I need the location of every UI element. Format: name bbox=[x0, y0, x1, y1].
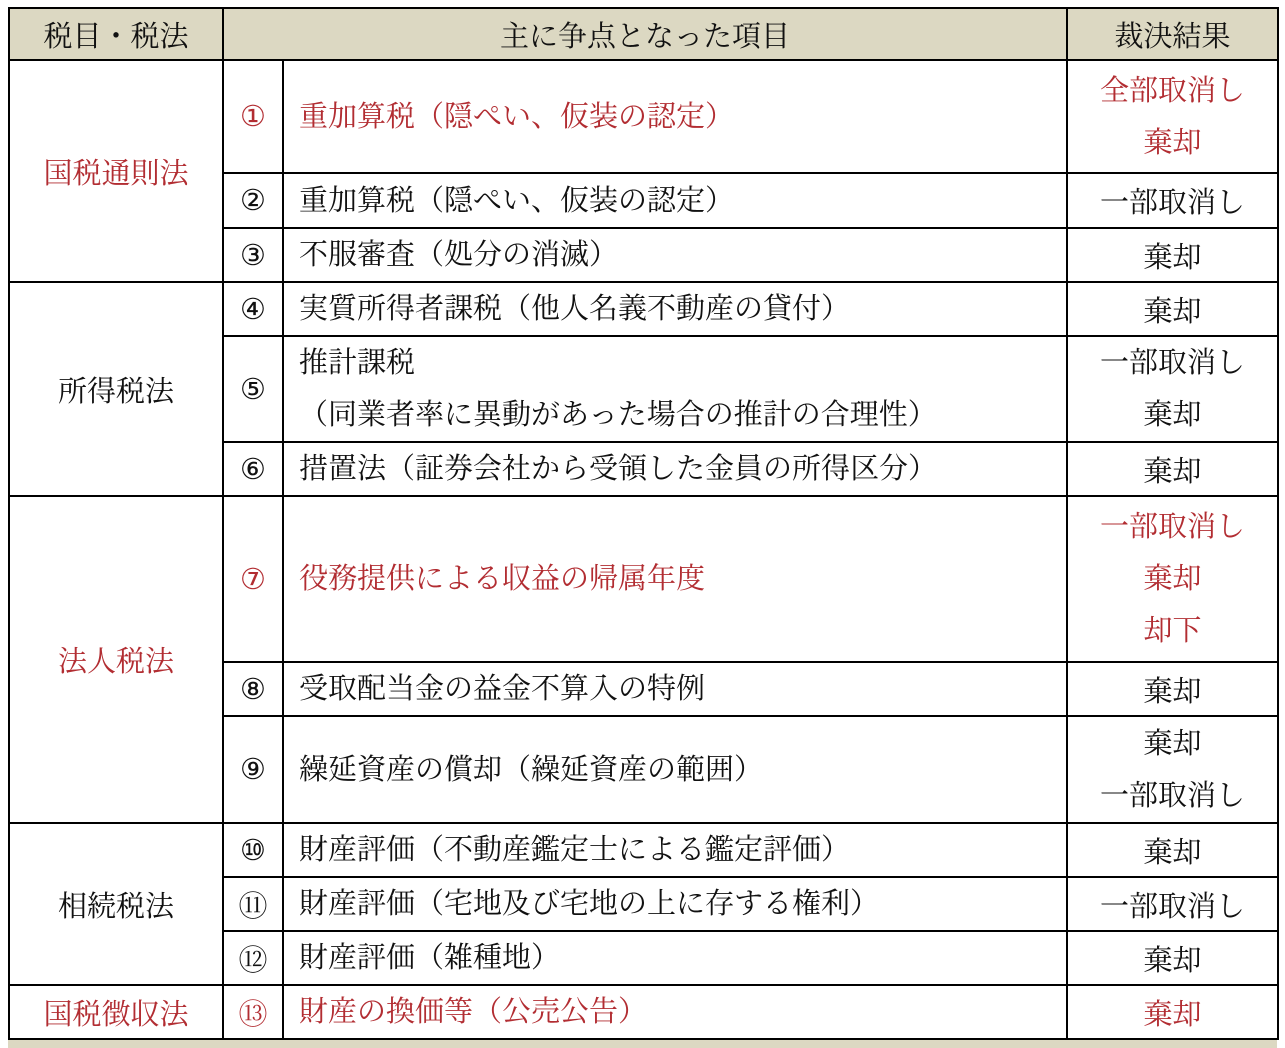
num-cell: ⑨ bbox=[223, 716, 283, 823]
num-cell: ⑪ bbox=[223, 877, 283, 931]
table-row bbox=[9, 985, 1278, 1039]
table-row bbox=[9, 823, 1278, 877]
item-line: 重加算税（隠ぺい、仮装の認定） bbox=[299, 100, 735, 133]
result-cell: 棄却 bbox=[1067, 985, 1278, 1039]
result-cell bbox=[1067, 336, 1278, 442]
law-cell: 国税徴収法 bbox=[9, 985, 223, 1039]
result-line: 棄却 bbox=[1143, 727, 1202, 760]
result-cell: 棄却 bbox=[1067, 931, 1278, 985]
result-line: 一部取消し bbox=[1100, 347, 1246, 379]
header-row bbox=[9, 8, 1278, 60]
item-cell bbox=[283, 442, 1067, 496]
result-cell: 棄却 bbox=[1067, 823, 1278, 877]
num-cell: ⑥ bbox=[223, 442, 283, 496]
result-line: 却下 bbox=[1143, 615, 1202, 647]
num-cell: ⑩ bbox=[223, 823, 283, 877]
result-cell: 棄却 bbox=[1067, 282, 1278, 336]
result-cell bbox=[1067, 60, 1278, 173]
result-cell bbox=[1067, 496, 1278, 662]
item-line: 不服審査（処分の消滅） bbox=[299, 239, 619, 271]
item-line: 財産の換価等（公売公告） bbox=[299, 996, 648, 1028]
item-cell bbox=[283, 173, 1067, 228]
table-row bbox=[9, 60, 1278, 173]
item-line: 繰延資産の償却（繰延資産の範囲） bbox=[299, 753, 764, 786]
result-line: 棄却 bbox=[1143, 126, 1202, 159]
item-line: 実質所得者課税（他人名義不動産の貸付） bbox=[299, 293, 851, 325]
header-tax-law: 税目・税法 bbox=[9, 8, 223, 60]
item-cell bbox=[283, 931, 1067, 985]
header-ruling-result: 裁決結果 bbox=[1067, 8, 1278, 60]
num-cell: ② bbox=[223, 173, 283, 228]
item-cell bbox=[283, 823, 1067, 877]
item-cell bbox=[283, 716, 1067, 823]
item-line: 受取配当金の益金不算入の特例 bbox=[299, 673, 706, 705]
result-cell: 棄却 bbox=[1067, 662, 1278, 716]
item-line: 財産評価（雑種地） bbox=[299, 942, 561, 974]
item-cell bbox=[283, 336, 1067, 442]
num-cell: ⑧ bbox=[223, 662, 283, 716]
num-cell: ③ bbox=[223, 228, 283, 282]
result-cell: 一部取消し bbox=[1067, 877, 1278, 931]
item-cell bbox=[283, 662, 1067, 716]
result-cell: 棄却 bbox=[1067, 228, 1278, 282]
num-cell: ① bbox=[223, 60, 283, 173]
law-cell: 相続税法 bbox=[9, 823, 223, 985]
result-line: 棄却 bbox=[1143, 563, 1202, 595]
num-cell: ④ bbox=[223, 282, 283, 336]
item-line: 役務提供による収益の帰属年度 bbox=[299, 563, 706, 595]
num-cell: ⑦ bbox=[223, 496, 283, 662]
header-disputed-items: 主に争点となった項目 bbox=[223, 8, 1067, 60]
result-cell: 一部取消し bbox=[1067, 173, 1278, 228]
result-cell bbox=[1067, 716, 1278, 823]
item-cell bbox=[283, 60, 1067, 173]
num-cell: ⑬ bbox=[223, 985, 283, 1039]
item-line: 財産評価（宅地及び宅地の上に存する権利） bbox=[299, 888, 880, 920]
num-cell: ⑤ bbox=[223, 336, 283, 442]
document-page bbox=[8, 7, 1279, 1048]
result-line: 一部取消し bbox=[1100, 779, 1246, 812]
result-line: 棄却 bbox=[1143, 399, 1202, 431]
law-cell: 国税通則法 bbox=[9, 60, 223, 282]
item-line: 財産評価（不動産鑑定士による鑑定評価） bbox=[299, 834, 851, 866]
item-line: 措置法（証券会社から受領した金員の所得区分） bbox=[299, 453, 938, 485]
law-cell: 所得税法 bbox=[9, 282, 223, 496]
table-row bbox=[9, 282, 1278, 336]
rulings-table bbox=[8, 7, 1279, 1040]
item-cell bbox=[283, 228, 1067, 282]
item-line: （同業者率に異動があった場合の推計の合理性） bbox=[299, 399, 937, 431]
result-line: 一部取消し bbox=[1100, 511, 1246, 543]
result-line: 全部取消し bbox=[1100, 74, 1246, 107]
item-cell bbox=[283, 496, 1067, 662]
item-cell bbox=[283, 985, 1067, 1039]
item-line: 重加算税（隠ぺい、仮装の認定） bbox=[299, 184, 735, 217]
item-cell bbox=[283, 877, 1067, 931]
item-line: 推計課税 bbox=[299, 347, 416, 379]
table-row bbox=[9, 496, 1278, 662]
result-cell: 棄却 bbox=[1067, 442, 1278, 496]
law-cell: 法人税法 bbox=[9, 496, 223, 823]
num-cell: ⑫ bbox=[223, 931, 283, 985]
item-cell bbox=[283, 282, 1067, 336]
